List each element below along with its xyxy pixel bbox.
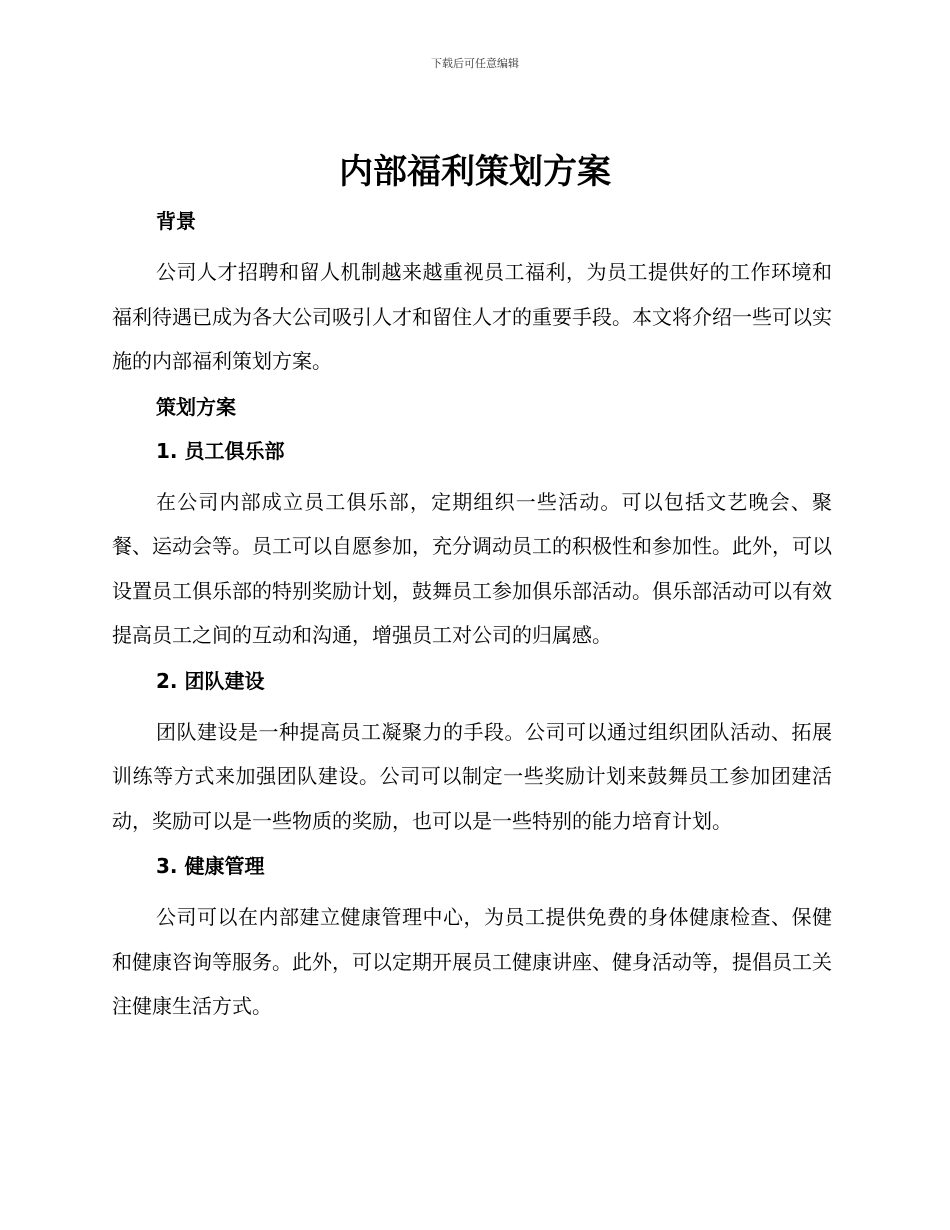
document-title: 内部福利策划方案 [339,152,611,192]
paragraph-item3: 公司可以在内部建立健康管理中心，为员工提供免费的身体健康检查、保健和健康咨询等服务。此外，可以定期开展员工健康讲座、健身活动等，提倡员工关注健康生活方式。 [112,905,832,1018]
document-body [112,198,832,1037]
section-heading-plan: 策划方案 [156,394,236,419]
header-note: 下载后可任意编辑 [431,57,519,70]
section-heading-item1: 1. 员工俱乐部 [156,438,285,463]
paragraph-item1: 在公司内部成立员工俱乐部，定期组织一些活动。可以包括文艺晚会、聚餐、运动会等。员工可以自愿参加，充分调动员工的积极性和参加性。此外，可以设置员工俱乐部的特别奖励计划，鼓舞员工参加俱乐部活动。俱乐部活动可以有效提高员工之间的互动和沟通，增强员工对公司的归属感。 [112,489,832,647]
paragraph-item2: 团队建设是一种提高员工凝聚力的手段。公司可以通过组织团队活动、拓展训练等方式来加强团队建设。公司可以制定一些奖励计划来鼓舞员工参加团建活动，奖励可以是一些物质的奖励，也可以是一些特别的能力培育计划。 [112,719,832,833]
section-heading-background: 背景 [156,209,196,233]
section-heading-item3: 3. 健康管理 [156,854,265,878]
section-heading-item2: 2. 团队建设 [156,668,265,693]
paragraph-background: 公司人才招聘和留人机制越来越重视员工福利，为员工提供好的工作环境和福利待遇已成为各大公司吸引人才和留住人才的重要手段。本文将介绍一些可以实施的内部福利策划方案。 [112,260,832,373]
